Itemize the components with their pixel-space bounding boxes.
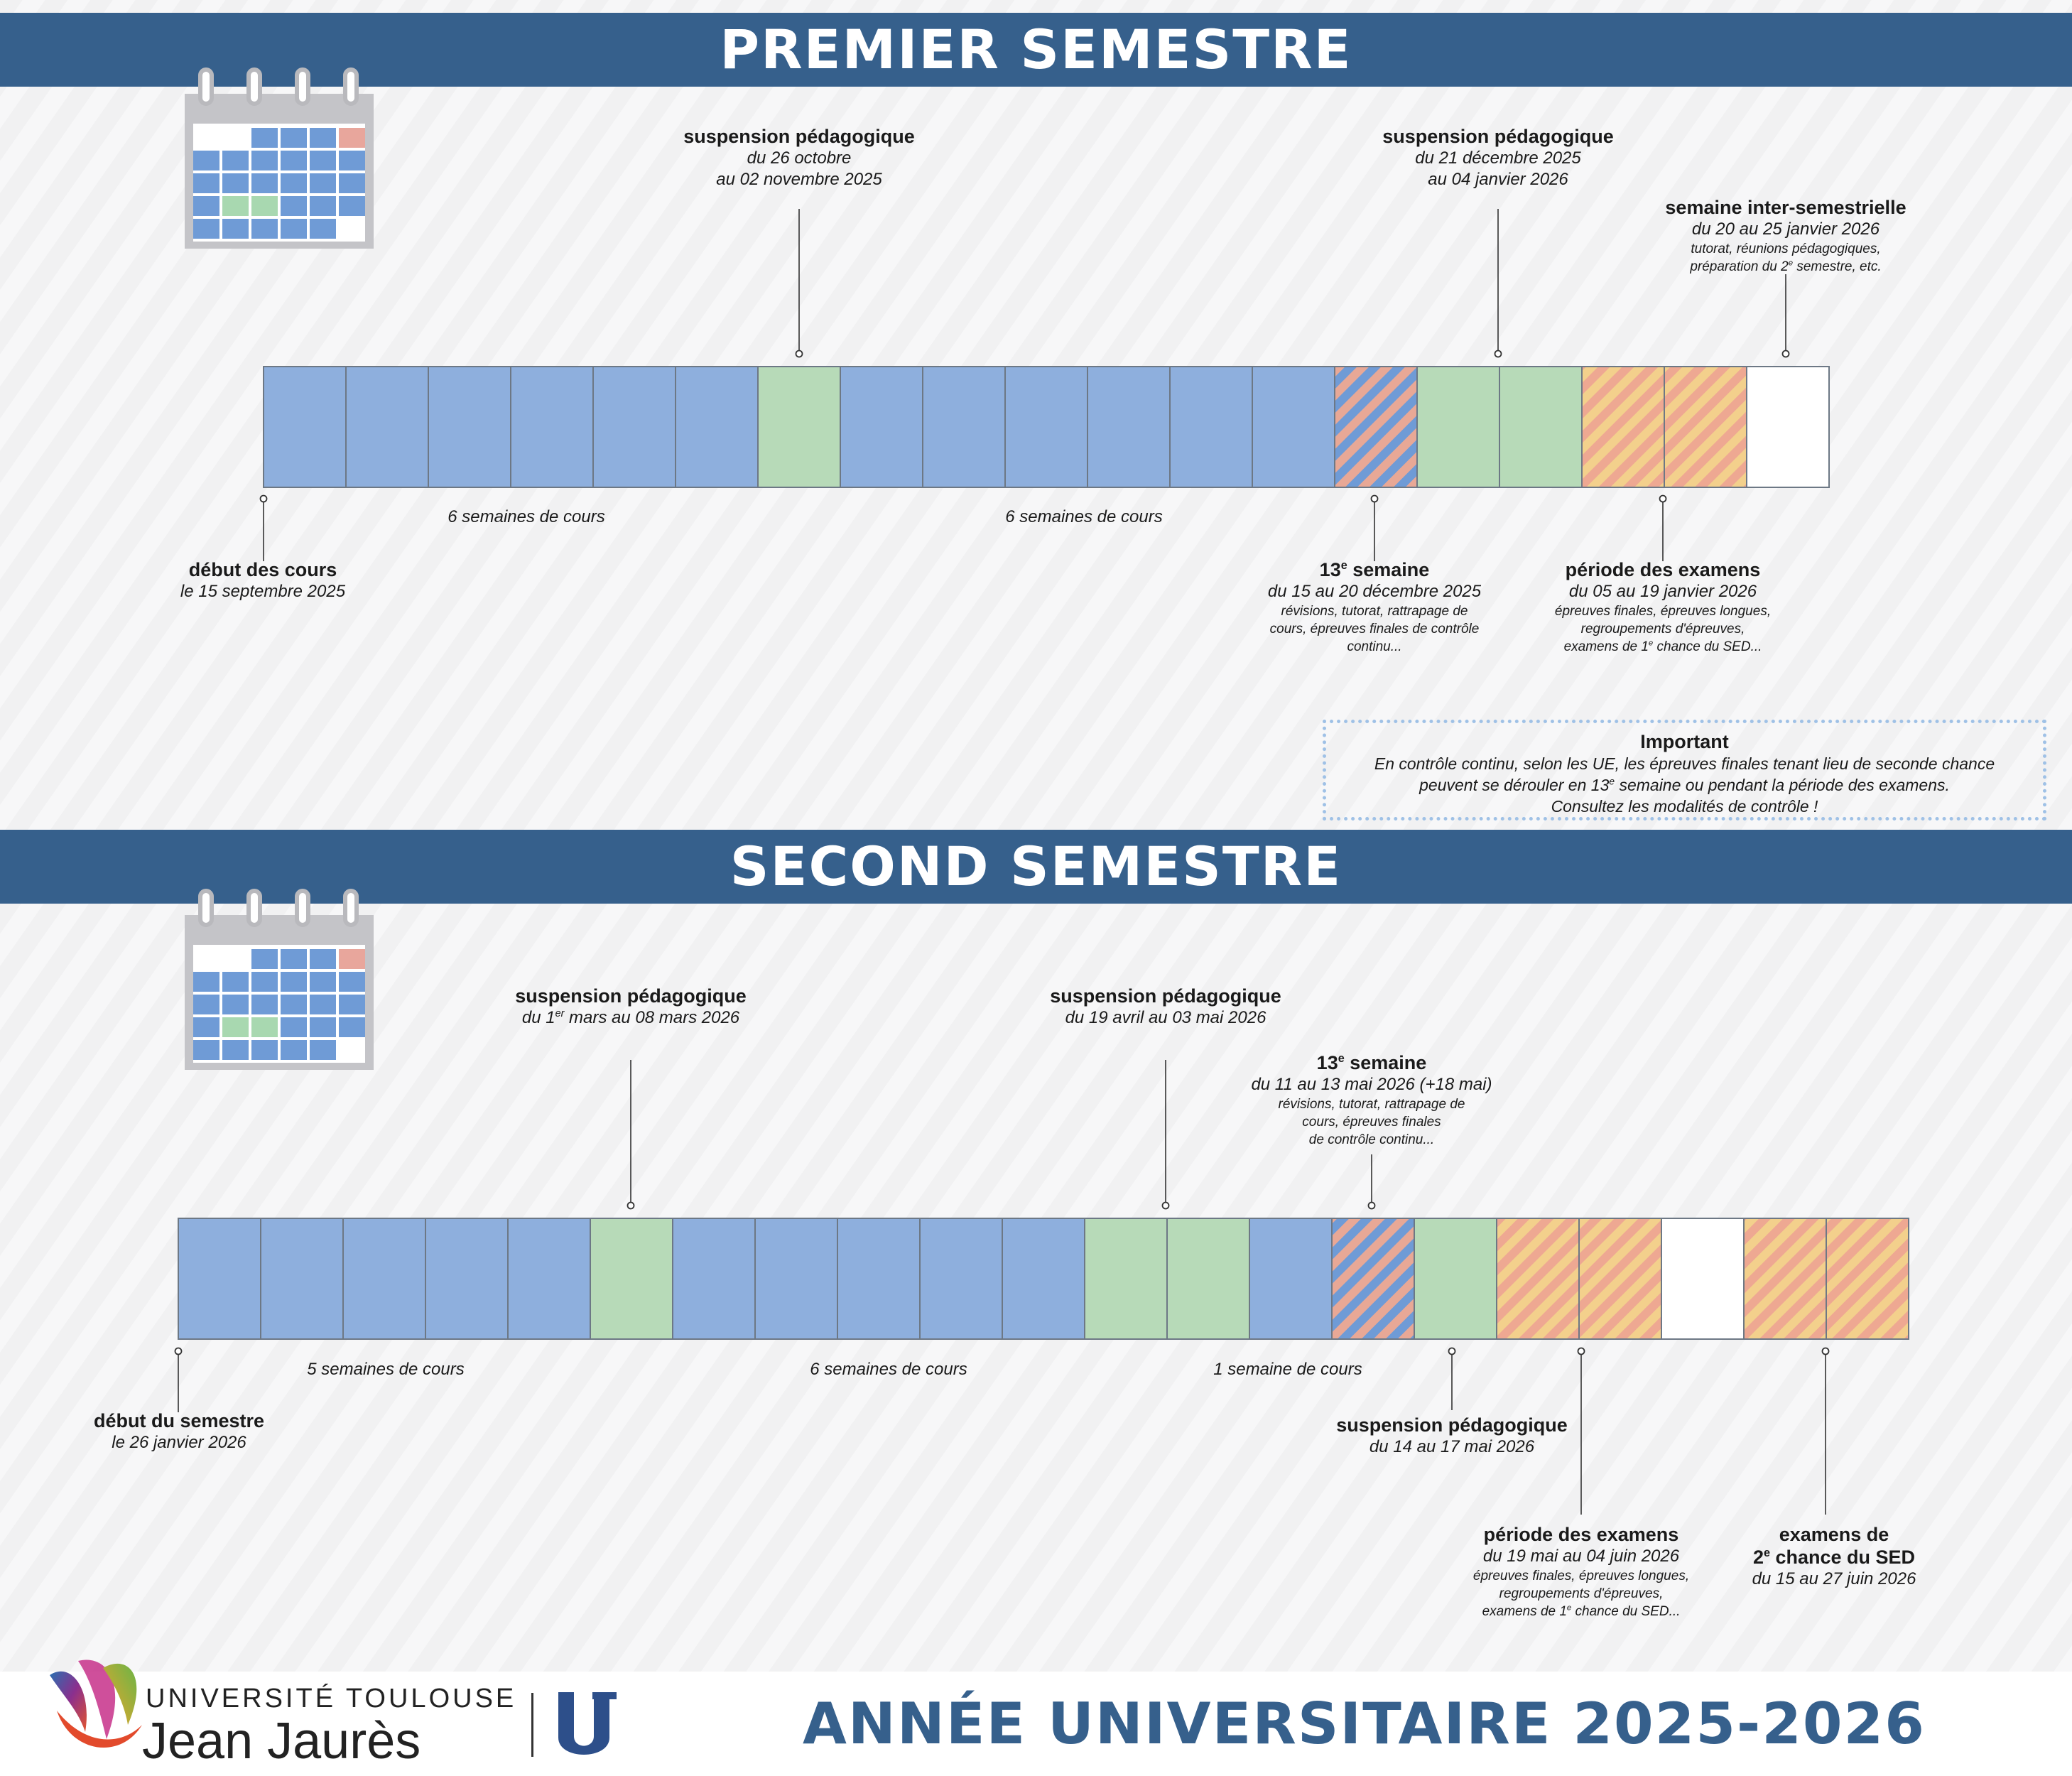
s2-segment-2: 6 semaines de cours xyxy=(810,1360,967,1379)
week-cell-thirteenth xyxy=(1332,1218,1414,1339)
week-cell-course xyxy=(837,1218,920,1339)
week-cell-course xyxy=(1002,1218,1085,1339)
s2-week13-label: 13e semaine du 11 au 13 mai 2026 (+18 mai) révisions, tutorat, rattrapage de cours, épreuves finales de contrôle continu... xyxy=(1251,1052,1492,1147)
week-cell-course xyxy=(673,1218,755,1339)
week-cell-suspension xyxy=(1414,1218,1497,1339)
week-cell-course xyxy=(508,1218,590,1339)
s2-suspension2-label: suspension pédagogique du 19 avril au 03 mai 2026 xyxy=(1050,985,1281,1027)
s2-suspension3-label: suspension pédagogique du 14 au 17 mai 2026 xyxy=(1336,1414,1568,1456)
s1-week13-label: 13e semaine du 15 au 20 décembre 2025 révisions, tutorat, rattrapage de cours, épreuves finales de contrôle continu... xyxy=(1267,559,1482,654)
s2-start-label: début du semestre le 26 janvier 2026 xyxy=(93,1410,265,1452)
week-cell-course xyxy=(1249,1218,1332,1339)
s2-sed-label: examens de 2e chance du SED du 15 au 27 juin 2026 xyxy=(1752,1524,1916,1588)
semester2-banner: SECOND SEMESTRE xyxy=(0,830,2072,904)
ut-logo-icon xyxy=(553,1686,624,1765)
week-cell-course xyxy=(755,1218,837,1339)
week-cell-exam xyxy=(1497,1218,1579,1339)
week-cell-course xyxy=(425,1218,508,1339)
week-cell-course xyxy=(920,1218,1002,1339)
university-logo-mark xyxy=(43,1647,149,1767)
important-notice: Important En contrôle continu, selon les UE, les épreuves finales tenant lieu de seconde chance peuvent se dérouler en 13e semaine ou pendant la période des examens. Consultez les modalités de contrôle ! xyxy=(1323,720,2046,821)
s1-suspension1-label: suspension pédagogique du 26 octobre au 02 novembre 2025 xyxy=(683,126,915,189)
week-cell-exam xyxy=(1826,1218,1909,1339)
week-cell-free xyxy=(1661,1218,1744,1339)
s2-exam-label: période des examens du 19 mai au 04 juin 2026 épreuves finales, épreuves longues, regroupements d'épreuves, examens de 1e chance du SED... xyxy=(1472,1524,1690,1619)
s2-suspension1-label: suspension pédagogique du 1er mars au 08 mars 2026 xyxy=(515,985,747,1027)
s2-segment-3: 1 semaine de cours xyxy=(1213,1360,1362,1379)
week-cell-suspension xyxy=(1085,1218,1167,1339)
leader-dot xyxy=(1163,1203,1169,1209)
week-cell-course xyxy=(343,1218,425,1339)
s1-start-label: début des cours le 15 septembre 2025 xyxy=(180,559,346,601)
s1-segment-1: 6 semaines de cours xyxy=(448,507,605,526)
leader-dot xyxy=(1449,1348,1455,1355)
s1-exam-label: période des examens du 05 au 19 janvier 2026 épreuves finales, épreuves longues, regroupements d'épreuves, examens de 1e chance du SED... xyxy=(1554,559,1772,654)
semester1-banner: PREMIER SEMESTRE xyxy=(0,13,2072,87)
university-name-line1: UNIVERSITÉ TOULOUSE xyxy=(146,1684,517,1713)
university-name-line2: Jean Jaurès xyxy=(142,1713,421,1770)
leader-dot xyxy=(175,1348,182,1355)
week-cell-suspension xyxy=(1167,1218,1249,1339)
leader-dot xyxy=(1823,1348,1829,1355)
week-cell-course xyxy=(178,1218,261,1339)
s2-segment-1: 5 semaines de cours xyxy=(307,1360,465,1379)
week-cell-exam xyxy=(1579,1218,1661,1339)
s1-segment-2: 6 semaines de cours xyxy=(1005,507,1163,526)
leader-dot xyxy=(1578,1348,1585,1355)
leader-dot xyxy=(1369,1203,1375,1209)
s1-intersemester-label: semaine inter-semestrielle du 20 au 25 janvier 2026 tutorat, réunions pédagogiques, préparation du 2e semestre, etc. xyxy=(1665,197,1906,274)
week-cell-course xyxy=(261,1218,343,1339)
week-cell-suspension xyxy=(590,1218,673,1339)
academic-year-title: ANNÉE UNIVERSITAIRE 2025-2026 xyxy=(803,1691,1926,1757)
logo-divider xyxy=(531,1693,533,1757)
week-cell-exam xyxy=(1744,1218,1826,1339)
s1-suspension2-label: suspension pédagogique du 21 décembre 2025 au 04 janvier 2026 xyxy=(1382,126,1614,189)
leader-dot xyxy=(628,1203,634,1209)
